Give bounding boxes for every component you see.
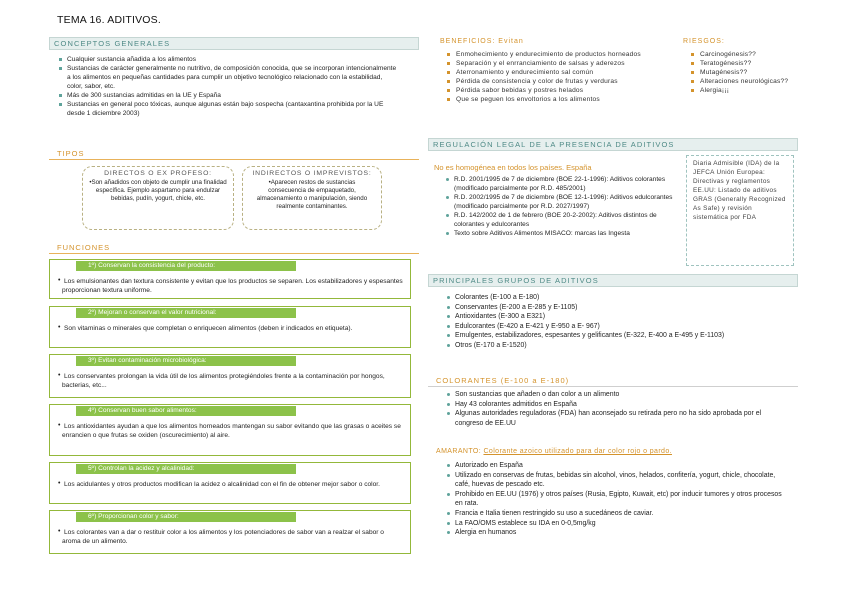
section-tipos-header: TIPOS [57,149,85,158]
funcion-box-6 [49,510,411,554]
list-item: Separación y el enrranciamiento de salsas y aderezos [446,59,676,68]
list-item: Alergia¡¡¡ [690,86,790,95]
funcion-body-2: • Son vitaminas o minerales que completan o enriquecen alimentos (deben ir indicados en etiqueta). [50,322,410,334]
list-item: Emulgentes, estabilizadores, espesantes y gelificantes (E-322, E-400 a E-495 y E-1103) [445,331,805,341]
tipos-indirectos-title: INDIRECTOS O IMPREVISTOS: [252,170,372,177]
tipos-indirectos-box [242,166,382,230]
list-item: Mutagénesis?? [690,68,790,77]
list-item: Hay 43 colorantes admitidos en España [445,400,775,410]
funcion-label-6: 6º) Proporcionan color y sabor: [76,512,296,522]
list-item: Más de 300 sustancias admitidas en la UE y España [57,91,397,100]
list-item: Prohibido en EE.UU (1976) y otros países (Rusia, Egipto, Kuwait, etc) por inducir tumores y otros procesos en rata. [445,490,790,509]
list-item: Son sustancias que añaden o dan color a un alimento [445,390,775,400]
list-item: Francia e Italia tienen restringido su uso a sucedáneos de caviar. [445,509,790,519]
funcion-label-1: 1º) Conservan la consistencia del producto: [76,261,296,271]
list-item: Carcinogénesis?? [690,50,790,59]
funcion-box-4 [49,404,411,456]
funcion-body-5: • Los acidulantes y otros productos modifican la acidez o alcalinidad con el fin de obtener mejor sabor o color. [50,478,410,490]
divider [49,253,419,254]
funcion-label-2: 2º) Mejoran o conservan el valor nutricional: [76,308,296,318]
amaranto-heading [436,448,672,455]
amaranto-header: AMARANTO: [436,448,482,455]
list-item: Enmohecimiento y endurecimiento de productos horneados [446,50,676,59]
divider [49,159,419,160]
funcion-body-4: • Los antioxidantes ayudan a que los alimentos horneados mantengan su sabor evitando que las grasas o aceites se enrancien o que frutas se oxiden (oscurecimiento) al aire. [50,420,410,441]
riesgos-header: RIESGOS: [683,38,725,45]
list-item: Otros (E-170 a E-1520) [445,341,805,351]
conceptos-list [57,55,397,118]
regulacion-subtitle: No es homogénea en todos los países. España [434,163,592,172]
funcion-box-2 [49,306,411,348]
list-item: Sustancias en general poco tóxicas, aunque algunas están bajo sospecha (cantaxantina prohibida por la UE desde 1 diciembre 2003) [57,100,397,118]
funcion-box-5 [49,462,411,504]
list-item: Alergia en humanos [445,528,790,538]
section-grupos-header: PRINCIPALES GRUPOS DE ADITIVOS [428,274,798,287]
tipos-directos-body: •Son añadidos con objeto de cumplir una finalidad específica. Ejemplo aspartamo para endulzar bebidas, pudín, yogurt, chicle, etc. [89,179,227,202]
tipos-directos-box [82,166,234,230]
list-item: Aterronamiento y endurecimiento sal común [446,68,676,77]
beneficios-list [446,50,676,104]
tipos-directos-title: DIRECTOS O EX PROFESO: [104,170,212,177]
funcion-body-3: • Los conservantes prolongan la vida útil de los alimentos protegiéndoles frente a la contaminación por hongos, bacterias, etc... [50,370,410,391]
divider [428,386,798,387]
grupos-list [445,293,805,351]
list-item: Teratogénesis?? [690,59,790,68]
list-item: Edulcorantes (E-420 a E-421 y E-950 a E- 967) [445,322,805,332]
list-item: Alteraciones neurológicas?? [690,77,790,86]
funcion-label-5: 5º) Controlan la acidez y alcalinidad: [76,464,296,474]
regulacion-sidebox: Diaria Admisible (IDA) de la JEFCA Unión Europea: Directivas y reglamentos EE.UU: Listado de aditivos GRAS (Generally Recognized As Safe) y revisión sistemática por FDA [686,155,794,266]
list-item: Antioxidantes (E-300 a E321) [445,312,805,322]
page-title: TEMA 16. ADITIVOS. [57,14,161,26]
funcion-label-3: 3º) Evitan contaminación microbiológica: [76,356,296,366]
colorantes-list [445,390,775,428]
funcion-body-1: • Los emulsionantes dan textura consistente y evitan que los productos se separen. Los estabilizadores y espesantes proporcionan textura uniforme. [50,275,410,296]
list-item: Utilizado en conservas de frutas, bebidas sin alcohol, vinos, helados, confitería, yogurt, chicle, chocolate, café, huevas de pescado etc. [445,471,790,490]
funcion-box-1 [49,259,411,299]
list-item: Colorantes (E-100 a E-180) [445,293,805,303]
list-item: R.D. 142/2002 de 1 de febrero (BOE 20-2-2002): Aditivos distintos de colorantes y edulcorantes [444,211,680,229]
list-item: Conservantes (E-200 a E-285 y E-1105) [445,303,805,313]
list-item: Sustancias de carácter generalmente no nutritivo, de composición conocida, que se incorporan intencionalmente a los alimentos en pequeñas cantidades para cumplir un objetivo tecnológico relacionado con la estabilidad, color, sabor, etc. [57,64,397,91]
list-item: Pérdida sabor bebidas y postres helados [446,86,676,95]
list-item: R.D. 2001/1995 de 7 de diciembre (BOE 22-1-1996): Aditivos colorantes (modificado parcialmente por R.D. 485/2001) [444,175,680,193]
regulacion-list [444,175,680,238]
list-item: R.D. 2002/1995 de 7 de diciembre (BOE 12-1-1996): Aditivos edulcorantes (modificado parcialmente por R.D. 2027/1997) [444,193,680,211]
section-funciones-header: FUNCIONES [57,243,111,252]
list-item: Pérdida de consistencia y color de frutas y verduras [446,77,676,86]
section-colorantes-header: COLORANTES (E-100 a E-180) [436,376,570,385]
section-regulacion-header: REGULACIÓN LEGAL DE LA PRESENCIA DE ADITIVOS [428,138,798,151]
list-item: Algunas autoridades reguladoras (FDA) han aconsejado su retirada pero no ha sido aprobada por el congreso de EE.UU [445,409,775,428]
list-item: Texto sobre Aditivos Alimentos MISACO: marcas las Ingesta [444,229,680,238]
amaranto-list [445,461,790,538]
list-item: Que se peguen los envoltorios a los alimentos [446,95,676,104]
list-item: Autorizado en España [445,461,790,471]
list-item: La FAO/OMS establece su IDA en 0-0,5mg/kg [445,519,790,529]
amaranto-subtitle: Colorante azoico utilizado para dar color rojo o pardo. [483,448,672,455]
funcion-body-6: • Los colorantes van a dar o restituir color a los alimentos y los potenciadores de sabor van a realzar el sabor o aroma de un alimento. [50,526,410,547]
riesgos-list [690,50,790,95]
beneficios-header: BENEFICIOS: Evitan [440,38,524,45]
tipos-indirectos-body: •Aparecen restos de sustancias consecuencia de empaquetado, almacenamiento o manipulación, siendo realmente contaminantes. [256,179,368,210]
list-item: Cualquier sustancia añadida a los alimentos [57,55,397,64]
funcion-label-4: 4º) Conservan buen sabor alimentos: [76,406,296,416]
section-conceptos-header: CONCEPTOS GENERALES [49,37,419,50]
funcion-box-3 [49,354,411,398]
